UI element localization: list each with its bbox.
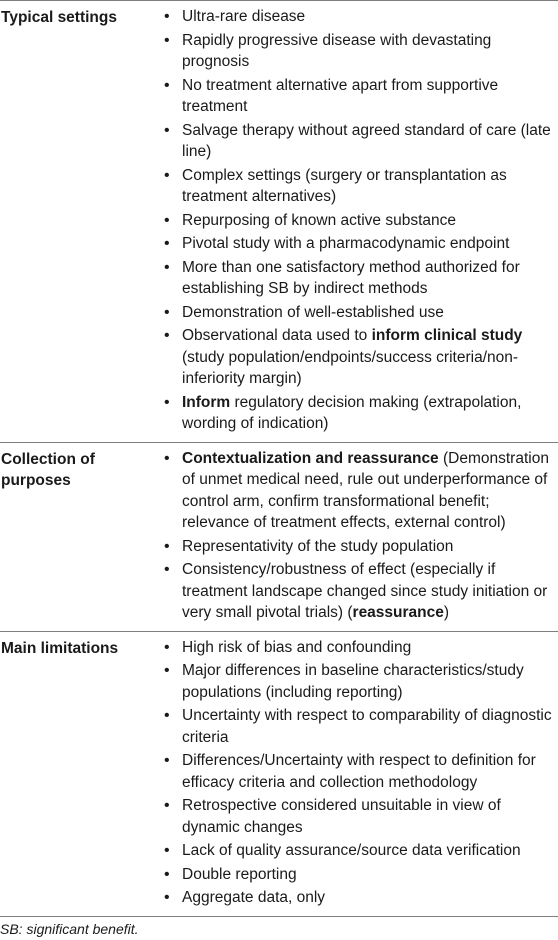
table-row: [0, 632, 558, 917]
list-item-text: [182, 210, 558, 232]
bullet-icon: •: [160, 233, 182, 255]
list-item-text: [182, 120, 558, 163]
bullet-icon: •: [160, 302, 182, 324]
list-item: [160, 559, 558, 624]
text-segment: (study population/endpoints/success criteria/non-inferiority margin): [182, 349, 518, 388]
row-label: Typical settings: [0, 1, 160, 442]
list-item: [160, 6, 558, 28]
list-item-text: [182, 559, 558, 624]
text-segment: More than one satisfactory method authorized for establishing SB by indirect methods: [182, 259, 520, 298]
list-item-text: [182, 257, 558, 300]
text-segment: Complex settings (surgery or transplantation as treatment alternatives): [182, 167, 507, 206]
text-segment: High risk of bias and confounding: [182, 639, 411, 656]
bullet-icon: •: [160, 392, 182, 414]
bullet-icon: •: [160, 257, 182, 279]
list-item-text: [182, 233, 558, 255]
list-item: [160, 210, 558, 232]
bullet-icon: •: [160, 660, 182, 682]
list-item-text: [182, 325, 558, 390]
text-segment: Repurposing of known active substance: [182, 212, 456, 229]
list-item-text: [182, 75, 558, 118]
text-segment: Aggregate data, only: [182, 889, 325, 906]
bullet-list: [160, 632, 558, 916]
bullet-icon: •: [160, 210, 182, 232]
list-item: [160, 392, 558, 435]
text-segment: Retrospective considered unsuitable in view of dynamic changes: [182, 797, 501, 836]
bullet-icon: •: [160, 75, 182, 97]
bullet-icon: •: [160, 6, 182, 28]
list-item-text: [182, 536, 558, 558]
list-item-text: [182, 795, 558, 838]
bullet-icon: •: [160, 705, 182, 727]
bold-text: reassurance: [353, 604, 444, 621]
list-item: [160, 165, 558, 208]
list-item-text: [182, 30, 558, 73]
list-item: [160, 750, 558, 793]
list-item-text: [182, 448, 558, 534]
list-item-text: [182, 392, 558, 435]
text-segment: Pivotal study with a pharmacodynamic endpoint: [182, 235, 509, 252]
text-segment: Double reporting: [182, 866, 297, 883]
text-segment: Rapidly progressive disease with devastating prognosis: [182, 32, 491, 71]
list-item-text: [182, 165, 558, 208]
text-segment: Salvage therapy without agreed standard of care (late line): [182, 122, 551, 161]
list-item: [160, 660, 558, 703]
list-item-text: [182, 6, 558, 28]
list-item: [160, 795, 558, 838]
list-item: [160, 75, 558, 118]
list-item-text: [182, 887, 558, 909]
text-segment: Differences/Uncertainty with respect to definition for efficacy criteria and collection methodology: [182, 752, 536, 791]
list-item-text: [182, 705, 558, 748]
bullet-icon: •: [160, 887, 182, 909]
text-segment: No treatment alternative apart from supportive treatment: [182, 77, 498, 116]
list-item: [160, 448, 558, 534]
text-segment: Observational data used to: [182, 327, 372, 344]
text-segment: Ultra-rare disease: [182, 8, 305, 25]
list-item: [160, 120, 558, 163]
list-item: [160, 257, 558, 300]
list-item: [160, 302, 558, 324]
bullet-icon: •: [160, 559, 182, 581]
text-segment: Major differences in baseline characteristics/study populations (including reporting): [182, 662, 524, 701]
bold-text: inform clinical study: [372, 327, 523, 344]
list-item-text: [182, 302, 558, 324]
text-segment: Uncertainty with respect to comparability of diagnostic criteria: [182, 707, 552, 746]
text-segment: Lack of quality assurance/source data verification: [182, 842, 521, 859]
list-item-text: [182, 750, 558, 793]
list-item: [160, 536, 558, 558]
bullet-icon: •: [160, 120, 182, 142]
text-segment: ): [444, 604, 449, 621]
list-item: [160, 864, 558, 886]
bullet-icon: •: [160, 864, 182, 886]
bullet-list: [160, 1, 558, 442]
bullet-icon: •: [160, 448, 182, 470]
bullet-icon: •: [160, 795, 182, 817]
text-segment: Consistency/robustness of effect (especially if treatment landscape changed since study initiation or very small pivotal trials) (: [182, 561, 547, 621]
bold-text: Inform: [182, 394, 230, 411]
bold-text: Contextualization and reassurance: [182, 450, 439, 467]
row-label: Collection of purposes: [0, 443, 160, 631]
bullet-icon: •: [160, 536, 182, 558]
row-label: Main limitations: [0, 632, 160, 916]
list-item: [160, 887, 558, 909]
text-segment: Representativity of the study population: [182, 538, 453, 555]
list-item-text: [182, 840, 558, 862]
bullet-icon: •: [160, 750, 182, 772]
list-item-text: [182, 864, 558, 886]
list-item: [160, 233, 558, 255]
list-item: [160, 705, 558, 748]
table-footnote: SB: significant benefit.: [0, 917, 558, 940]
bullet-icon: •: [160, 325, 182, 347]
text-segment: regulatory decision making (extrapolation, wording of indication): [182, 394, 521, 433]
list-item: [160, 325, 558, 390]
bullet-icon: •: [160, 30, 182, 52]
list-item-text: [182, 660, 558, 703]
text-segment: (Demonstration of unmet medical need, rule out underperformance of control arm, confirm transformational benefit; relevance of treatment effects, external control): [182, 450, 549, 532]
list-item-text: [182, 637, 558, 659]
bullet-icon: •: [160, 840, 182, 862]
bullet-icon: •: [160, 165, 182, 187]
text-segment: Demonstration of well-established use: [182, 304, 444, 321]
bullet-list: [160, 443, 558, 631]
bullet-icon: •: [160, 637, 182, 659]
list-item: [160, 30, 558, 73]
table-row: [0, 443, 558, 632]
table-row: [0, 0, 558, 443]
list-item: [160, 637, 558, 659]
list-item: [160, 840, 558, 862]
